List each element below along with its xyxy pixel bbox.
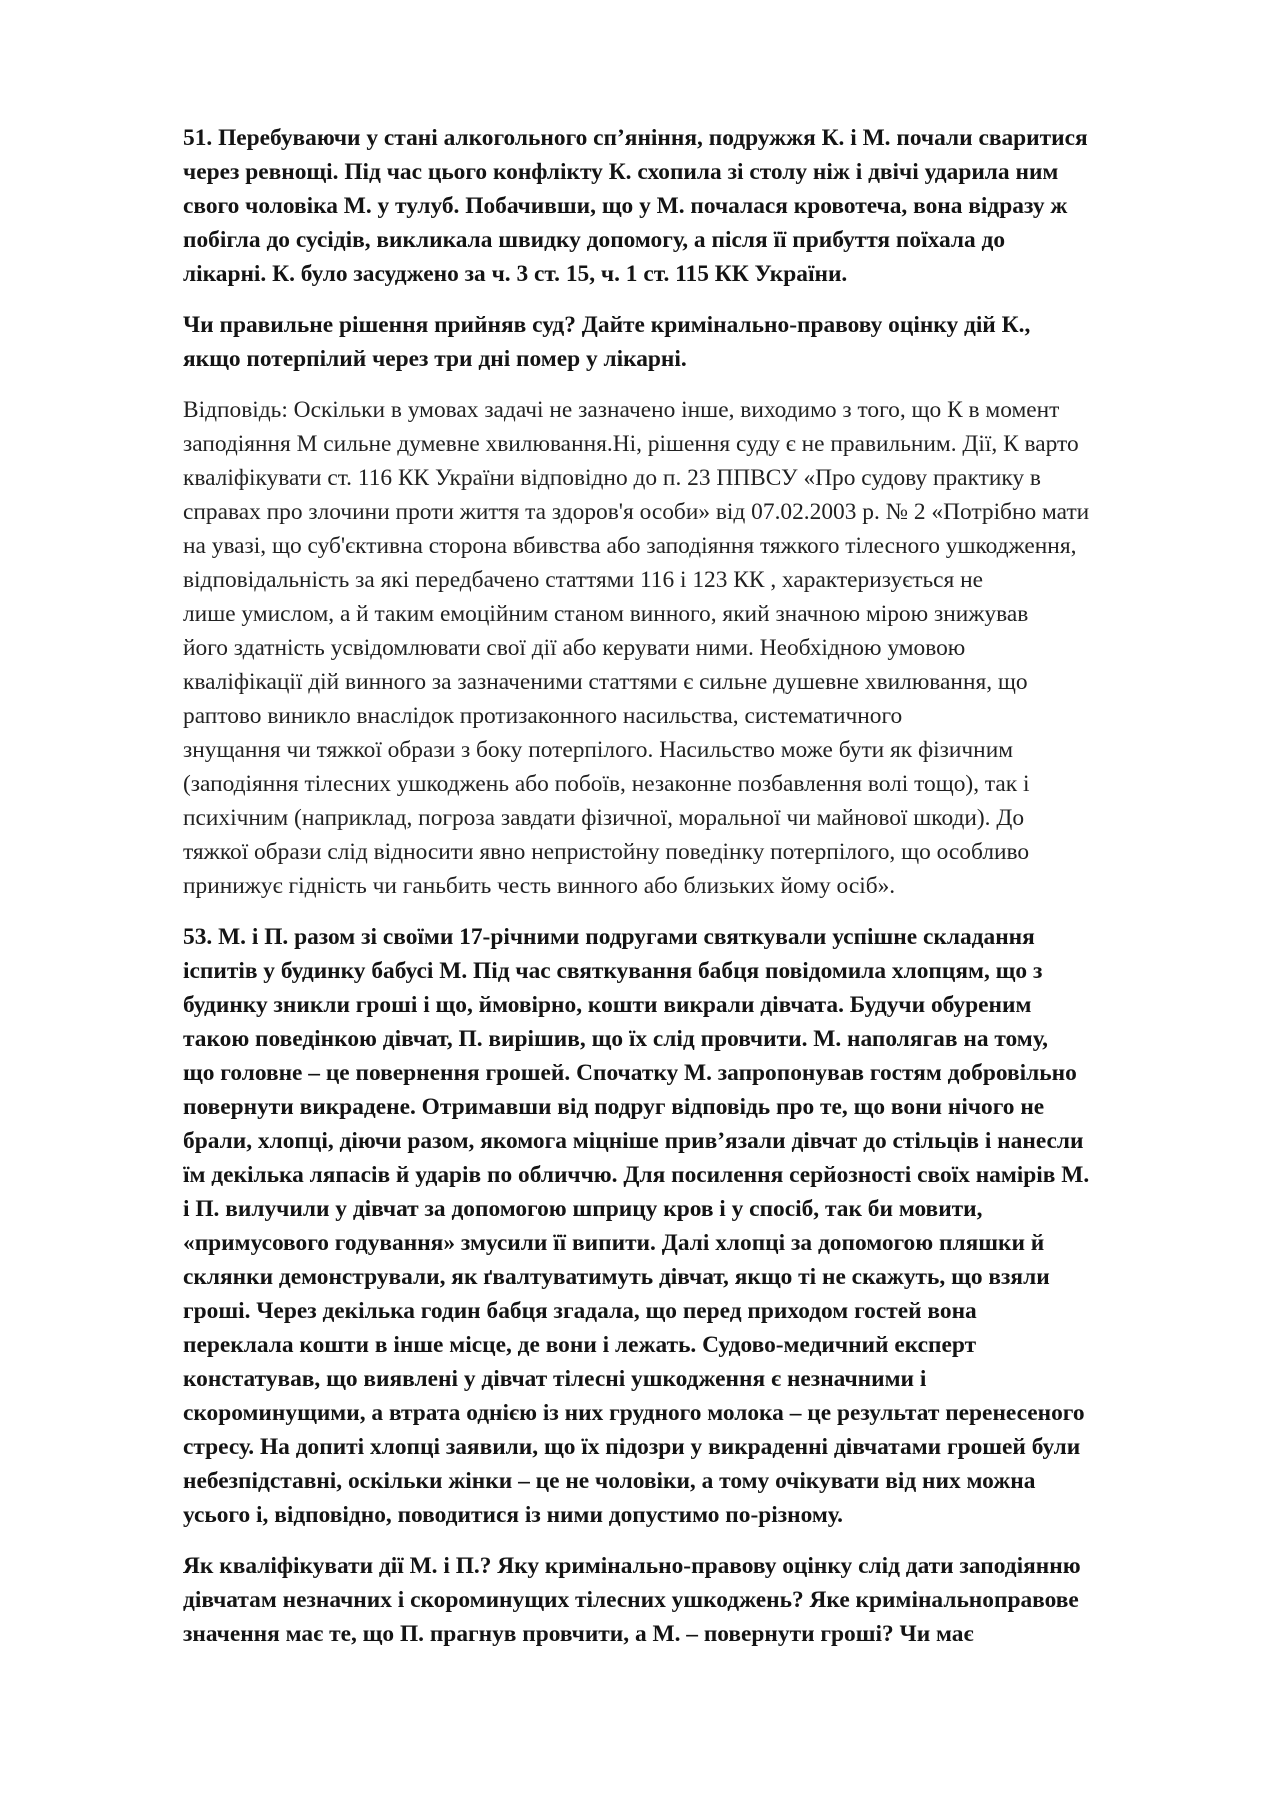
text-line: раптово виникло внаслідок протизаконного насильства, систематичного	[183, 703, 903, 729]
text-line: побігла до сусідів, викликала швидку допомогу, а після її прибуття поїхала до	[183, 227, 1006, 253]
text-line: будинку зникли гроші і що, ймовірно, кошти викрали дівчата. Будучи обуреним	[183, 992, 1032, 1018]
text-line: кваліфікувати ст. 116 КК України відповідно до п. 23 ППВСУ «Про судову практику в	[183, 465, 1041, 491]
text-line: лікарні. К. було засуджено за ч. 3 ст. 15, ч. 1 ст. 115 КК України.	[183, 261, 848, 287]
text-line: його здатність усвідомлювати свої дії або керувати ними. Необхідною умовою	[183, 635, 966, 661]
text-line: «примусового годування» змусили її випити. Далі хлопці за допомогою пляшки й	[183, 1230, 1045, 1256]
text-line: стресу. На допиті хлопці заявили, що їх підозри у викраденні дівчатами грошей були	[183, 1434, 1081, 1460]
text-line: справах про злочини проти життя та здоров'я особи» від 07.02.2003 р. № 2 «Потрібно мати	[183, 499, 1090, 525]
text-line: кваліфікації дій винного за зазначеними статтями є сильне душевне хвилювання, що	[183, 669, 1028, 695]
text-line: якщо потерпілий через три дні помер у лікарні.	[183, 346, 687, 372]
text-line: Чи правильне рішення прийняв суд? Дайте кримінально-правову оцінку дій К.,	[183, 312, 1031, 338]
text-line: (заподіяння тілесних ушкоджень або побоїв, незаконне позбавлення волі тощо), так і	[183, 771, 1030, 797]
text-line: констатував, що виявлені у дівчат тілесні ушкодження є незначними і	[183, 1366, 927, 1392]
text-line: їм декілька ляпасів й ударів по обличчю. Для посилення серйозності своїх намірів М.	[183, 1162, 1090, 1188]
text-line: відповідальність за які передбачено статтями 116 і 123 КК , характеризується не	[183, 567, 984, 593]
task-51-answer	[183, 393, 1192, 903]
task-51-question	[183, 308, 1192, 376]
text-line: склянки демонстрували, як ґвалтуватимуть дівчат, якщо ті не скажуть, що взяли	[183, 1264, 1050, 1290]
text-line: і П. вилучили у дівчат за допомогою шприцу кров і у спосіб, так би мовити,	[183, 1196, 983, 1222]
text-line: усього і, відповідно, поводитися із ними допустимо по-різному.	[183, 1502, 844, 1528]
text-line: дівчатам незначних і скороминущих тілесних ушкоджень? Яке кримінальноправове	[183, 1587, 1079, 1613]
text-line: такою поведінкою дівчат, П. вирішив, що їх слід провчити. М. наполягав на тому,	[183, 1026, 1048, 1052]
text-line: заподіяння М сильне думевне хвилювання.Ні, рішення суду є не правильним. Дії, К варто	[183, 431, 1079, 457]
task-51-statement	[183, 121, 1192, 291]
text-line: гроші. Через декілька годин бабця згадала, що перед приходом гостей вона	[183, 1298, 977, 1324]
text-line: психічним (наприклад, погроза завдати фізичної, моральної чи майнової шкоди). До	[183, 805, 1025, 831]
text-line: значення має те, що П. прагнув провчити, а М. – повернути гроші? Чи має	[183, 1621, 974, 1647]
text-line: брали, хлопці, діючи разом, якомога міцніше прив’язали дівчат до стільців і нанесли	[183, 1128, 1084, 1154]
text-line: Відповідь: Оскільки в умовах задачі не зазначено інше, виходимо з того, що К в момент	[183, 397, 1060, 423]
text-line: лише умислом, а й таким емоційним станом винного, який значною мірою знижував	[183, 601, 1029, 627]
text-line: через ревнощі. Під час цього конфлікту К. схопила зі столу ніж і двічі ударила ним	[183, 159, 1059, 185]
text-line: знущання чи тяжкої образи з боку потерпілого. Насильство може бути як фізичним	[183, 737, 1014, 763]
task-53-question	[183, 1549, 1192, 1651]
text-line: 53. М. і П. разом зі своїми 17-річними подругами святкували успішне складання	[183, 924, 1035, 950]
text-line: принижує гідність чи ганьбить честь винного або близьких йому осіб».	[183, 873, 896, 899]
text-line: небезпідставні, оскільки жінки – це не чоловіки, а тому очікувати від них можна	[183, 1468, 1036, 1494]
task-53-statement	[183, 920, 1192, 1532]
text-line: переклала кошти в інше місце, де вони і лежать. Судово-медичний експерт	[183, 1332, 977, 1358]
text-line: Як кваліфікувати дії М. і П.? Яку кримінально-правову оцінку слід дати заподіянню	[183, 1553, 1081, 1579]
text-line: на увазі, що суб'єктивна сторона вбивства або заподіяння тяжкого тілесного ушкодження,	[183, 533, 1077, 559]
text-line: скороминущими, а втрата однією із них грудного молока – це результат перенесеного	[183, 1400, 1085, 1426]
text-line: 51. Перебуваючи у стані алкогольного сп’яніння, подружжя К. і М. почали сваритися	[183, 125, 1088, 151]
text-line: іспитів у будинку бабусі М. Під час святкування бабця повідомила хлопцям, що з	[183, 958, 1043, 984]
text-line: свого чоловіка М. у тулуб. Побачивши, що у М. почалася кровотеча, вона відразу ж	[183, 193, 1068, 219]
text-line: що головне – це повернення грошей. Спочатку М. запропонував гостям добровільно	[183, 1060, 1077, 1086]
text-line: тяжкої образи слід відносити явно непристойну поведінку потерпілого, що особливо	[183, 839, 1030, 865]
text-line: повернути викрадене. Отримавши від подруг відповідь про те, що вони нічого не	[183, 1094, 1045, 1120]
